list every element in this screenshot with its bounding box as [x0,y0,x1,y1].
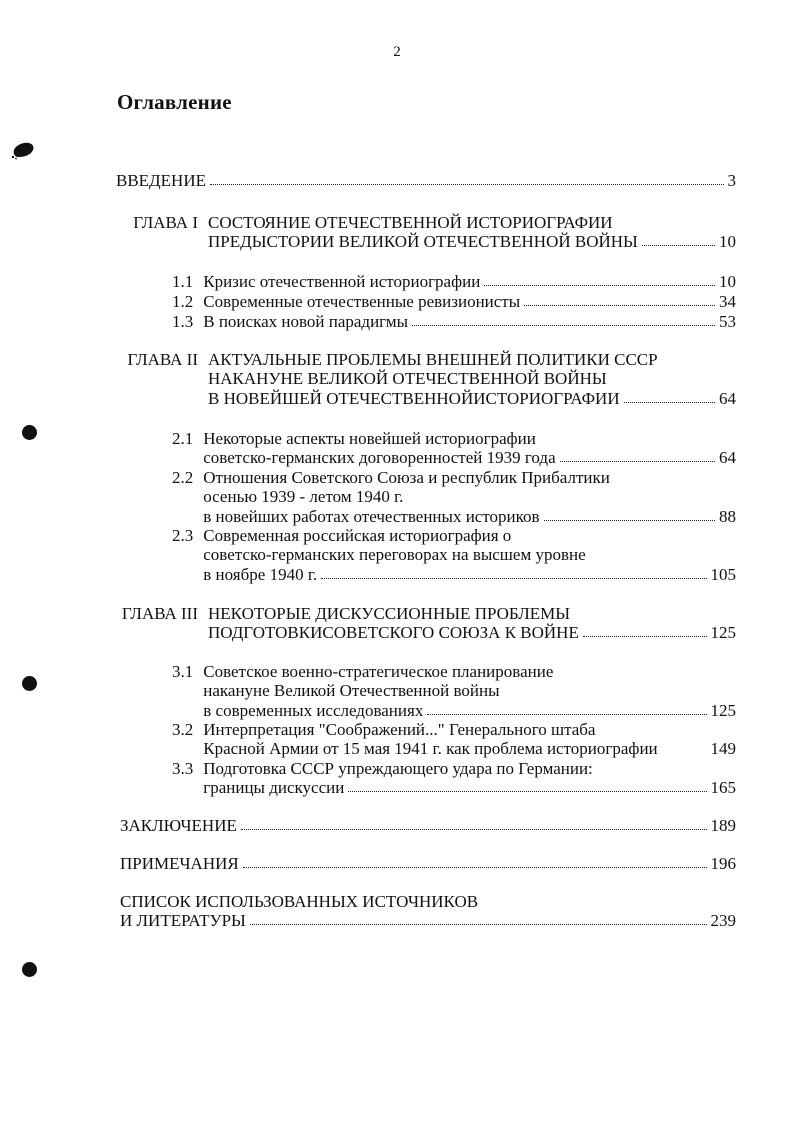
punch-hole [22,962,37,977]
dot-leader [624,402,715,403]
section-number: 3.3 [172,758,194,778]
chapter-title-line: СОСТОЯНИЕ ОТЕЧЕСТВЕННОЙ ИСТОРИОГРАФИИ [208,212,613,232]
dot-leader [250,924,707,925]
section-title-line: Советское военно-стратегическое планирование [203,661,554,681]
entry-page: 165 [710,778,736,797]
chapter-title-line: ПРЕДЫСТОРИИ ВЕЛИКОЙ ОТЕЧЕСТВЕННОЙ ВОЙНЫ [208,232,638,251]
toc-entry-notes[interactable] [120,853,736,873]
toc-entry-section-2-2[interactable] [172,467,736,526]
section-title-line: Интерпретация "Соображений..." Генерального штаба [203,719,596,739]
dot-leader [524,305,715,306]
entry-page: 149 [710,739,736,758]
dot-leader [560,461,715,462]
dot-leader [583,636,707,637]
chapter-title-line: АКТУАЛЬНЫЕ ПРОБЛЕМЫ ВНЕШНЕЙ ПОЛИТИКИ СССР [208,349,658,369]
toc-entry-section-2-3[interactable] [172,525,736,584]
entry-page: 125 [710,700,736,720]
section-title-line: Современная российская историография о [203,525,512,545]
entry-page: 196 [710,853,736,873]
dot-leader [484,285,715,286]
toc-entry-conclusion[interactable] [120,815,736,835]
entry-page: 10 [719,271,736,291]
section-title-line: советско-германских переговорах на высшем уровне [203,545,586,564]
section-number: 1.3 [172,311,194,331]
section-number: 1.1 [172,271,194,291]
chapter-title-line: НЕКОТОРЫЕ ДИСКУССИОННЫЕ ПРОБЛЕМЫ [208,603,571,623]
entry-label-line: И ЛИТЕРАТУРЫ [120,911,246,930]
toc-entry-section-3-1[interactable] [172,661,736,720]
section-title-line: в ноябре 1940 г. [203,564,318,584]
section-title-line: В поисках новой парадигмы [203,311,409,331]
entry-label: ВВЕДЕНИЕ [116,170,206,190]
entry-page: 34 [719,291,736,311]
entry-label: ПРИМЕЧАНИЯ [120,853,239,873]
toc-entry-section-1-2[interactable] [172,291,736,311]
section-title-line: советско-германских договоренностей 1939 года [203,448,556,467]
punch-hole [22,425,37,440]
section-title-line: Подготовка СССР упреждающего удара по Германии: [203,758,593,778]
section-title-line: границы дискуссии [203,778,345,797]
entry-page: 189 [710,815,736,835]
section-title-line: Современные отечественные ревизионисты [203,291,521,311]
dot-leader [241,829,707,830]
toc-entry-chapter-2[interactable] [116,349,736,408]
entry-label: ЗАКЛЮЧЕНИЕ [120,815,237,835]
dot-leader [243,867,707,868]
dot-leader [544,520,715,521]
dot-leader [348,791,706,792]
page-number: 2 [393,44,401,60]
section-title-line: в современных исследованиях [203,700,424,720]
dot-leader [642,245,715,246]
chapter-label: ГЛАВА I [133,212,198,232]
toc-entry-chapter-1[interactable] [116,212,736,251]
chapter-title-line: НАКАНУНЕ ВЕЛИКОЙ ОТЕЧЕСТВЕННОЙ ВОЙНЫ [208,369,607,388]
entry-page: 88 [719,506,736,526]
entry-page: 10 [719,232,736,251]
section-title-line: Кризис отечественной историографии [203,271,481,291]
section-number: 2.3 [172,525,194,545]
toc-entry-section-3-3[interactable] [172,758,736,797]
entry-page: 64 [719,388,736,408]
entry-label-line: СПИСОК ИСПОЛЬЗОВАННЫХ ИСТОЧНИКОВ [120,891,479,911]
toc-entry-sources[interactable] [120,891,736,930]
ink-blot [10,140,36,160]
chapter-title-line: В НОВЕЙШЕЙ ОТЕЧЕСТВЕННОЙИСТОРИОГРАФИИ [208,388,620,408]
entry-page: 105 [710,564,736,584]
section-title-line: Красной Армии от 15 мая 1941 г. как проблема историографии [203,739,658,758]
section-title-line: Отношения Советского Союза и республик Прибалтики [203,467,610,487]
toc-entry-section-2-1[interactable] [172,428,736,467]
section-title-line: осенью 1939 - летом 1940 г. [203,487,404,506]
section-number: 2.1 [172,428,194,448]
entry-page: 125 [710,623,736,642]
chapter-label: ГЛАВА III [121,603,198,623]
page-title: Оглавление [117,90,232,114]
entry-page: 64 [719,448,736,467]
chapter-label: ГЛАВА II [127,349,198,369]
dot-leader [412,325,715,326]
punch-hole [22,676,37,691]
section-title-line: в новейших работах отечественных историков [203,506,540,526]
toc-entry-section-3-2[interactable] [172,719,736,758]
chapter-title-line: ПОДГОТОВКИСОВЕТСКОГО СОЮЗА К ВОЙНЕ [208,623,579,642]
dot-leader [321,578,706,579]
section-number: 3.2 [172,719,194,739]
section-number: 2.2 [172,467,194,487]
toc-entry-section-1-3[interactable] [172,311,736,331]
entry-page: 239 [710,911,736,930]
section-number: 1.2 [172,291,194,311]
entry-page: 3 [727,170,736,190]
toc-entry-introduction[interactable] [116,170,736,190]
toc-entry-section-1-1[interactable] [172,271,736,291]
dot-leader [210,184,724,185]
section-number: 3.1 [172,661,194,681]
section-title-line: Некоторые аспекты новейшей историографии [203,428,536,448]
section-title-line: накануне Великой Отечественной войны [203,681,500,700]
dot-leader [427,714,706,715]
entry-page: 53 [719,311,736,331]
toc-entry-chapter-3[interactable] [116,603,736,642]
